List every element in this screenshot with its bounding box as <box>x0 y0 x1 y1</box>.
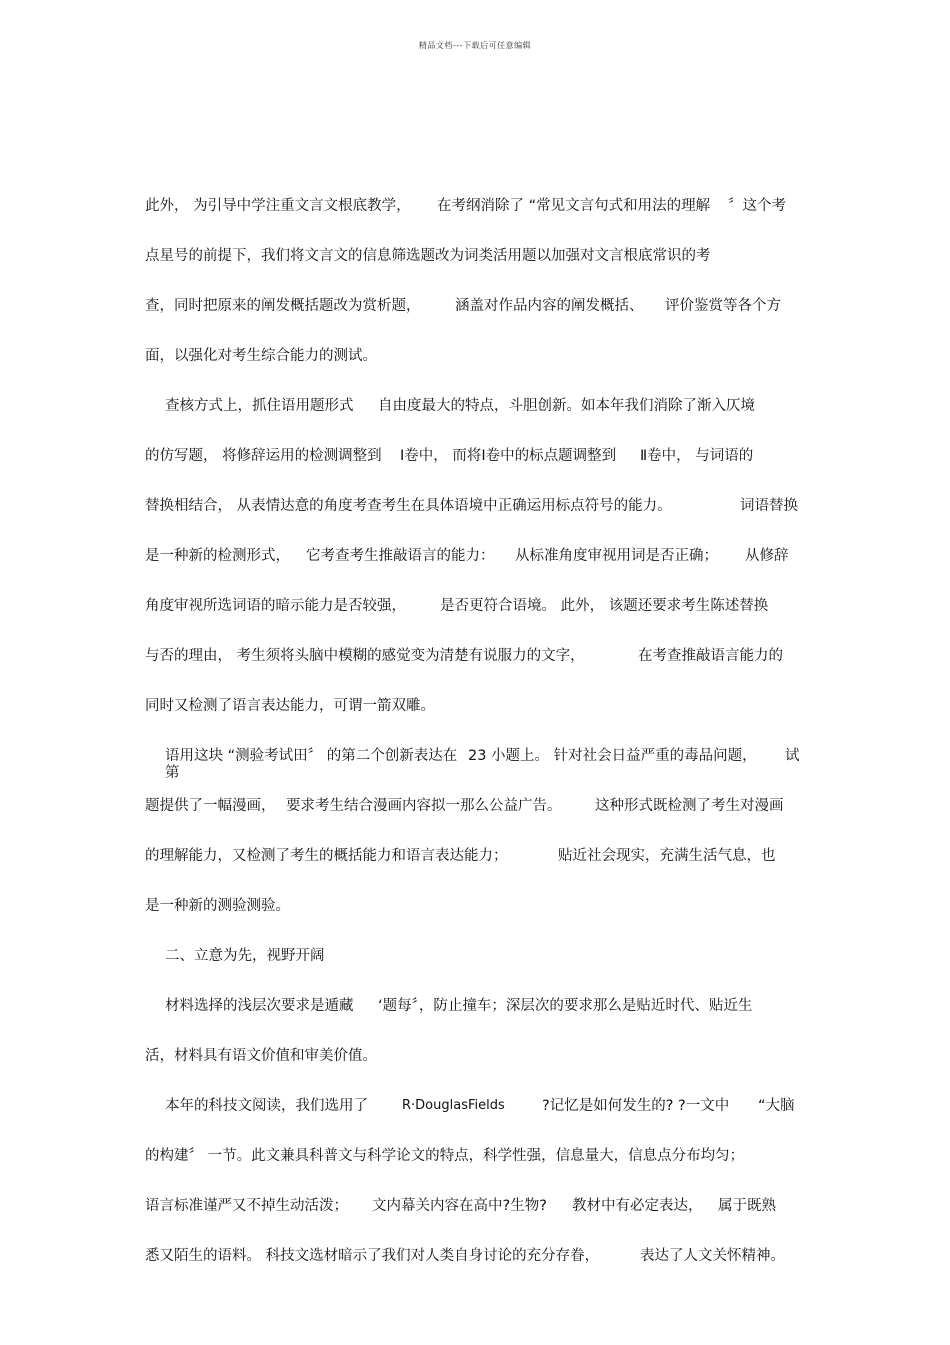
text-segment: 文内幕关内容在高中?生物? <box>372 1198 547 1214</box>
paragraph-line <box>0 595 950 617</box>
paragraph-line <box>0 545 950 567</box>
text-segment: 的构建〞 一节。此文兼具科普文与科学论文的特点，科学性强，信息量大，信息点分布均匀； <box>145 1148 745 1164</box>
text-segment: 替换相结合， 从表情达意的角度考查考生在具体语境中正确运用标点符号的能力。 <box>145 498 672 514</box>
text-segment: 属于既熟 <box>718 1198 776 1214</box>
text-segment: 23 小题上。 针对社会日益严重的毒品问题， <box>468 748 757 764</box>
text-segment: 要求考生结合漫画内容拟一那么公益广告。 <box>286 798 562 814</box>
paragraph-line <box>0 762 950 784</box>
text-segment: ?记忆是如何发生的? ?一文中 <box>542 1098 730 1114</box>
paragraph-line <box>0 395 950 417</box>
paragraph-line <box>0 1095 950 1117</box>
text-segment: 教材中有必定表达， <box>572 1198 703 1214</box>
text-segment: 这种形式既检测了考生对漫画 <box>595 798 784 814</box>
text-segment: 在考纲消除了 “常见文言句式和用法的理解 <box>437 198 711 214</box>
text-segment: 是否更符合语境。 此外， 该题还要求考生陈述替换 <box>440 598 769 614</box>
text-segment: 自由度最大的特点，斗胆创新。如本年我们消除了渐入仄境 <box>378 398 755 414</box>
text-segment: 〞这个考 <box>728 198 786 214</box>
text-segment: 此外， 为引导中学注重文言文根底教学， <box>145 198 411 214</box>
text-segment: 活，材料具有语文价值和审美价值。 <box>145 1048 377 1064</box>
text-segment: 词语替换 <box>740 498 798 514</box>
paragraph-line <box>0 895 950 917</box>
text-segment: 试 <box>785 748 800 764</box>
text-segment: 角度审视所选词语的暗示能力是否较强， <box>145 598 406 614</box>
paragraph-line <box>0 1195 950 1217</box>
text-segment: 表达了人文关怀精神。 <box>640 1248 785 1264</box>
text-segment: ‘题每〞，防止撞车；深层次的要求那么是贴近时代、贴近生 <box>378 998 753 1014</box>
paragraph-line <box>0 245 950 267</box>
text-segment: 它考查考生推敲语言的能力： <box>306 548 495 564</box>
text-segment: 是一种新的检测形式， <box>145 548 290 564</box>
text-segment: 查，同时把原来的阐发概括题改为赏析题， <box>145 298 421 314</box>
text-segment: Ⅰ卷中， 而将Ⅰ卷中的标点题调整到 <box>400 448 617 464</box>
paragraph-line <box>0 1145 950 1167</box>
text-segment: 语用这块 “测验考试田〞 的第二个创新表达在 <box>165 748 458 764</box>
text-segment: 本年的科技文阅读，我们选用了 <box>165 1098 368 1114</box>
paragraph-line <box>0 1245 950 1267</box>
paragraph-line <box>0 645 950 667</box>
section-heading <box>0 945 950 967</box>
text-segment: 的仿写题， 将修辞运用的检测调整到 <box>145 448 382 464</box>
heading-text: 二、立意为先，视野开阔 <box>165 948 325 964</box>
paragraph-line <box>0 445 950 467</box>
paragraph-line <box>0 795 950 817</box>
paragraph-line <box>0 845 950 867</box>
text-segment: 悉又陌生的语料。 科技文选材暗示了我们对人类自身讨论的充分存眷， <box>145 1248 600 1264</box>
paragraph-line <box>0 495 950 517</box>
paragraph-line <box>0 195 950 217</box>
page-header: 精品文档---下载后可任意编辑 <box>418 41 532 50</box>
text-segment: 面，以强化对考生综合能力的测试。 <box>145 348 377 364</box>
text-segment: 涵盖对作品内容的阐发概括、 <box>455 298 644 314</box>
text-segment: 从修辞 <box>745 548 789 564</box>
text-segment: 贴近社会现实，充满生活气息，也 <box>558 848 776 864</box>
text-segment: 的理解能力，又检测了考生的概括能力和语言表达能力； <box>145 848 508 864</box>
paragraph-line <box>0 1045 950 1067</box>
text-segment: 题提供了一幅漫画， <box>145 798 276 814</box>
text-segment: 同时又检测了语言表达能力，可谓一箭双雕。 <box>145 698 435 714</box>
text-segment: 在考查推敲语言能力的 <box>638 648 783 664</box>
paragraph-line <box>0 995 950 1017</box>
paragraph-line <box>0 695 950 717</box>
text-segment: R·DouglasFields <box>402 1098 505 1113</box>
text-segment: 点星号的前提下，我们将文言文的信息筛选题改为词类活用题以加强对文言根底常识的考 <box>145 248 711 264</box>
text-segment: 查核方式上，抓住语用题形式 <box>165 398 354 414</box>
text-segment: Ⅱ卷中， 与词语的 <box>640 448 754 464</box>
text-segment: 评价鉴赏等各个方 <box>665 298 781 314</box>
text-segment: 与否的理由， 考生须将头脑中模糊的感觉变为清楚有说服力的文字， <box>145 648 585 664</box>
stacked-char: 第 <box>165 765 180 781</box>
paragraph-line <box>0 295 950 317</box>
paragraph-line <box>0 345 950 367</box>
text-segment: 从标准角度审视用词是否正确； <box>515 548 718 564</box>
text-segment: “大脑 <box>758 1098 795 1114</box>
text-segment: 语言标准谨严又不掉生动活泼； <box>145 1198 348 1214</box>
text-segment: 材料选择的浅层次要求是遁藏 <box>165 998 354 1014</box>
text-segment: 是一种新的测验测验。 <box>145 898 290 914</box>
